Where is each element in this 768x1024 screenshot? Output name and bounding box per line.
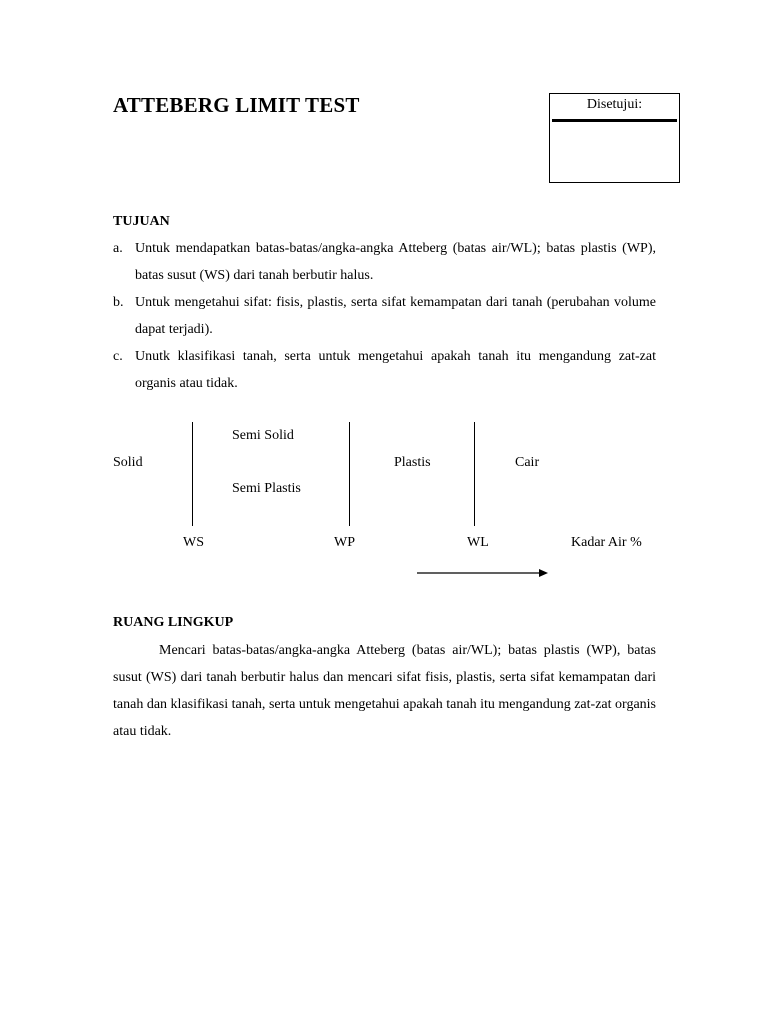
list-item (113, 343, 656, 397)
state-cair: Cair (515, 455, 540, 470)
state-semi-plastis: Semi Plastis (232, 481, 301, 496)
list-marker: c. (113, 349, 123, 364)
approval-divider (552, 119, 677, 122)
list-item (113, 235, 656, 289)
state-semi-solid: Semi Solid (232, 428, 294, 443)
limit-wl-label: WL (467, 535, 489, 550)
list-item-text: Unutk klasifikasi tanah, serta untuk mengetahui apakah tanah itu mengandung zat-zat organis atau tidak. (135, 349, 656, 391)
ruang-lingkup-paragraph: Mencari batas-batas/angka-angka Atteberg (batas air/WL); batas plastis (WP), batas susut (WS) dari tanah berbutir halus dan mencari sifat fisis, plastis, serta sifat kemampatan dari tanah dan klasifikasi tanah, serta untuk mengetahui apakah tanah itu mengandung zat-zat organis atau tidak. (113, 643, 656, 739)
list-marker: a. (113, 241, 123, 256)
approval-label: Disetujui: (586, 97, 643, 112)
section-heading-ruang-lingkup: RUANG LINGKUP (113, 615, 234, 630)
state-solid: Solid (113, 455, 143, 470)
state-plastis: Plastis (394, 455, 431, 470)
approval-box (549, 93, 680, 183)
axis-label-kadar-air: Kadar Air % (571, 535, 642, 550)
limit-wp-label: WP (334, 535, 355, 550)
wp-boundary-line (349, 422, 350, 526)
ws-boundary-line (192, 422, 193, 526)
list-item-text: Untuk mendapatkan batas-batas/angka-angka Atteberg (batas air/WL); batas plastis (WP), batas susut (WS) dari tanah berbutir halus. (135, 241, 656, 283)
list-marker: b. (113, 295, 124, 310)
page-title: ATTEBERG LIMIT TEST (113, 93, 360, 117)
wl-boundary-line (474, 422, 475, 526)
list-item-text: Untuk mengetahui sifat: fisis, plastis, serta sifat kemampatan dari tanah (perubahan volume dapat terjadi). (135, 295, 656, 337)
moisture-arrow-icon (416, 566, 550, 580)
limit-ws-label: WS (183, 535, 204, 550)
list-item (113, 289, 656, 343)
section-heading-tujuan: TUJUAN (113, 214, 170, 229)
